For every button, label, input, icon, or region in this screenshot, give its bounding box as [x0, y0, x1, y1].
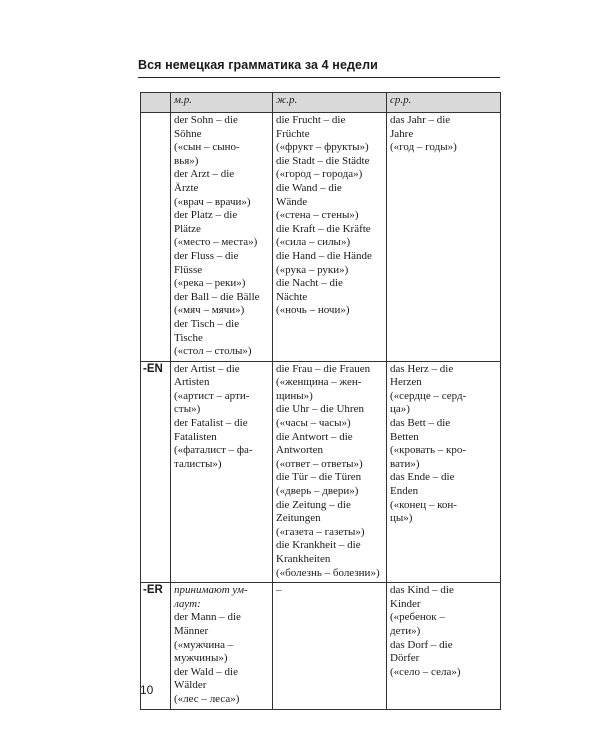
cell-line: Herzen	[390, 376, 422, 389]
cell-line: Dörfer	[390, 652, 420, 665]
cell-line: das Ende – die	[390, 471, 455, 484]
cell-line: («часы – часы»)	[276, 417, 351, 430]
cell-line: Wände	[276, 195, 308, 208]
cell-line: Enden	[390, 485, 419, 498]
cell-line: der Artist – die	[174, 362, 240, 375]
cell-line: das Dorf – die	[390, 638, 453, 651]
cell-line: («город – города»)	[276, 168, 363, 181]
header-divider	[138, 77, 500, 78]
cell-line: («болезнь – болезни»)	[276, 566, 380, 579]
cell-line: Tische	[174, 331, 203, 344]
column-header-suffix	[141, 93, 171, 113]
cell-line: сты»)	[174, 403, 201, 416]
cell-line: («река – реки»)	[174, 277, 246, 290]
cell-line: («стена – стены»)	[276, 209, 359, 222]
cell-line: das Jahr – die	[390, 114, 451, 126]
cell-line: («конец – кон-	[390, 498, 457, 511]
cell-line: («стол – столы»)	[174, 345, 252, 358]
cell-line: die Tür – die Türen	[276, 471, 362, 484]
cell-line: Zeitungen	[276, 512, 321, 525]
cell-line: die Antwort – die	[276, 430, 353, 443]
cell-line: («мужчина –	[174, 638, 234, 651]
neuter-cell	[387, 361, 501, 583]
cell-line: der Wald – die	[174, 665, 238, 678]
cell-line: («артист – арти-	[174, 389, 250, 402]
cell-line: Nächte	[276, 290, 308, 303]
cell-line: («место – места»)	[174, 236, 258, 249]
cell-line: Flüsse	[174, 263, 203, 276]
table-row	[141, 113, 501, 362]
cell-line: die Frau – die Frauen	[276, 362, 371, 375]
cell-line: die Stadt – die Städte	[276, 154, 370, 167]
cell-line: die Krankheit – die	[276, 539, 361, 552]
cell-line: der Sohn – die	[174, 114, 238, 126]
feminine-cell	[273, 583, 387, 709]
cell-line: цы»)	[390, 512, 413, 525]
cell-line: («врач – врачи»)	[174, 195, 251, 208]
cell-line: («мяч – мячи»)	[174, 304, 245, 317]
cell-line: –	[276, 584, 282, 597]
cell-note-line: лаут:	[174, 597, 201, 610]
cell-line: die Wand – die	[276, 181, 342, 194]
column-header-masculine: м.р.	[171, 93, 273, 113]
cell-line: Jahre	[390, 127, 414, 140]
cell-line: der Mann – die	[174, 611, 241, 624]
masculine-cell	[171, 113, 273, 362]
cell-line: Krankheiten	[276, 553, 331, 565]
cell-line: das Kind – die	[390, 584, 454, 597]
cell-line: («кровать – кро-	[390, 444, 466, 457]
column-header-neuter: ср.р.	[387, 93, 501, 113]
cell-line: («женщина – жен-	[276, 376, 362, 389]
cell-line: вья»)	[174, 154, 199, 167]
table-header-row	[141, 93, 501, 113]
cell-line: Fatalisten	[174, 430, 217, 443]
cell-line: Wälder	[174, 679, 207, 692]
cell-line: щины»)	[276, 389, 313, 402]
cell-line: («фаталист – фа-	[174, 444, 253, 457]
cell-line: die Frucht – die	[276, 114, 346, 126]
masculine-cell	[171, 361, 273, 583]
cell-line: die Nacht – die	[276, 277, 343, 290]
suffix-cell: -ER	[141, 583, 171, 709]
cell-line: («ребенок –	[390, 611, 445, 624]
cell-line: die Hand – die Hände	[276, 249, 372, 262]
cell-line: Söhne	[174, 127, 202, 140]
cell-line: der Ball – die Bälle	[174, 290, 260, 303]
cell-line: («село – села»)	[390, 665, 461, 678]
cell-line: («сила – силы»)	[276, 236, 351, 249]
cell-line: («рука – руки»)	[276, 263, 349, 276]
cell-line: («год – годы»)	[390, 141, 457, 154]
cell-line: das Bett – die	[390, 417, 451, 430]
cell-line: Plätze	[174, 222, 201, 235]
cell-line: die Zeitung – die	[276, 498, 351, 511]
cell-line: мужчины»)	[174, 652, 228, 665]
column-header-feminine: ж.р.	[273, 93, 387, 113]
plural-forms-table	[140, 92, 501, 710]
cell-line: («сын – сыно-	[174, 141, 240, 154]
masculine-cell	[171, 583, 273, 709]
cell-line: («газета – газеты»)	[276, 525, 365, 538]
cell-line: die Uhr – die Uhren	[276, 403, 364, 416]
cell-line: Früchte	[276, 127, 310, 140]
cell-line: der Fatalist – die	[174, 417, 248, 430]
cell-line: вати»)	[390, 457, 420, 470]
cell-line: («ночь – ночи»)	[276, 304, 350, 317]
suffix-cell	[141, 113, 171, 362]
cell-line: Artisten	[174, 376, 210, 389]
cell-line: («лес – леса»)	[174, 692, 240, 705]
cell-line: («фрукт – фрукты»)	[276, 141, 369, 154]
cell-line: дети»)	[390, 624, 421, 637]
cell-line: Antworten	[276, 444, 324, 457]
cell-line: der Tisch – die	[174, 317, 240, 330]
cell-line: ца»)	[390, 403, 410, 416]
cell-line: Kinder	[390, 597, 421, 610]
page-header-title: Вся немецкая грамматика за 4 недели	[138, 58, 378, 72]
suffix-cell: -EN	[141, 361, 171, 583]
feminine-cell	[273, 361, 387, 583]
cell-line: талисты»)	[174, 457, 222, 470]
cell-line: («сердце – серд-	[390, 389, 467, 402]
cell-line: der Arzt – die	[174, 168, 235, 181]
cell-note-line: принимают ум-	[174, 584, 248, 597]
cell-line: Betten	[390, 430, 419, 443]
cell-line: Ärzte	[174, 181, 199, 194]
page-number: 10	[140, 683, 154, 697]
cell-line: Männer	[174, 624, 209, 637]
neuter-cell	[387, 113, 501, 362]
cell-line: der Platz – die	[174, 209, 238, 222]
feminine-cell	[273, 113, 387, 362]
cell-line: das Herz – die	[390, 362, 454, 375]
cell-line: («ответ – ответы»)	[276, 457, 363, 470]
cell-line: die Kraft – die Kräfte	[276, 222, 371, 235]
table-row	[141, 583, 501, 709]
neuter-cell	[387, 583, 501, 709]
cell-line: der Fluss – die	[174, 249, 239, 262]
cell-line: («дверь – двери»)	[276, 485, 359, 498]
table-row	[141, 361, 501, 583]
